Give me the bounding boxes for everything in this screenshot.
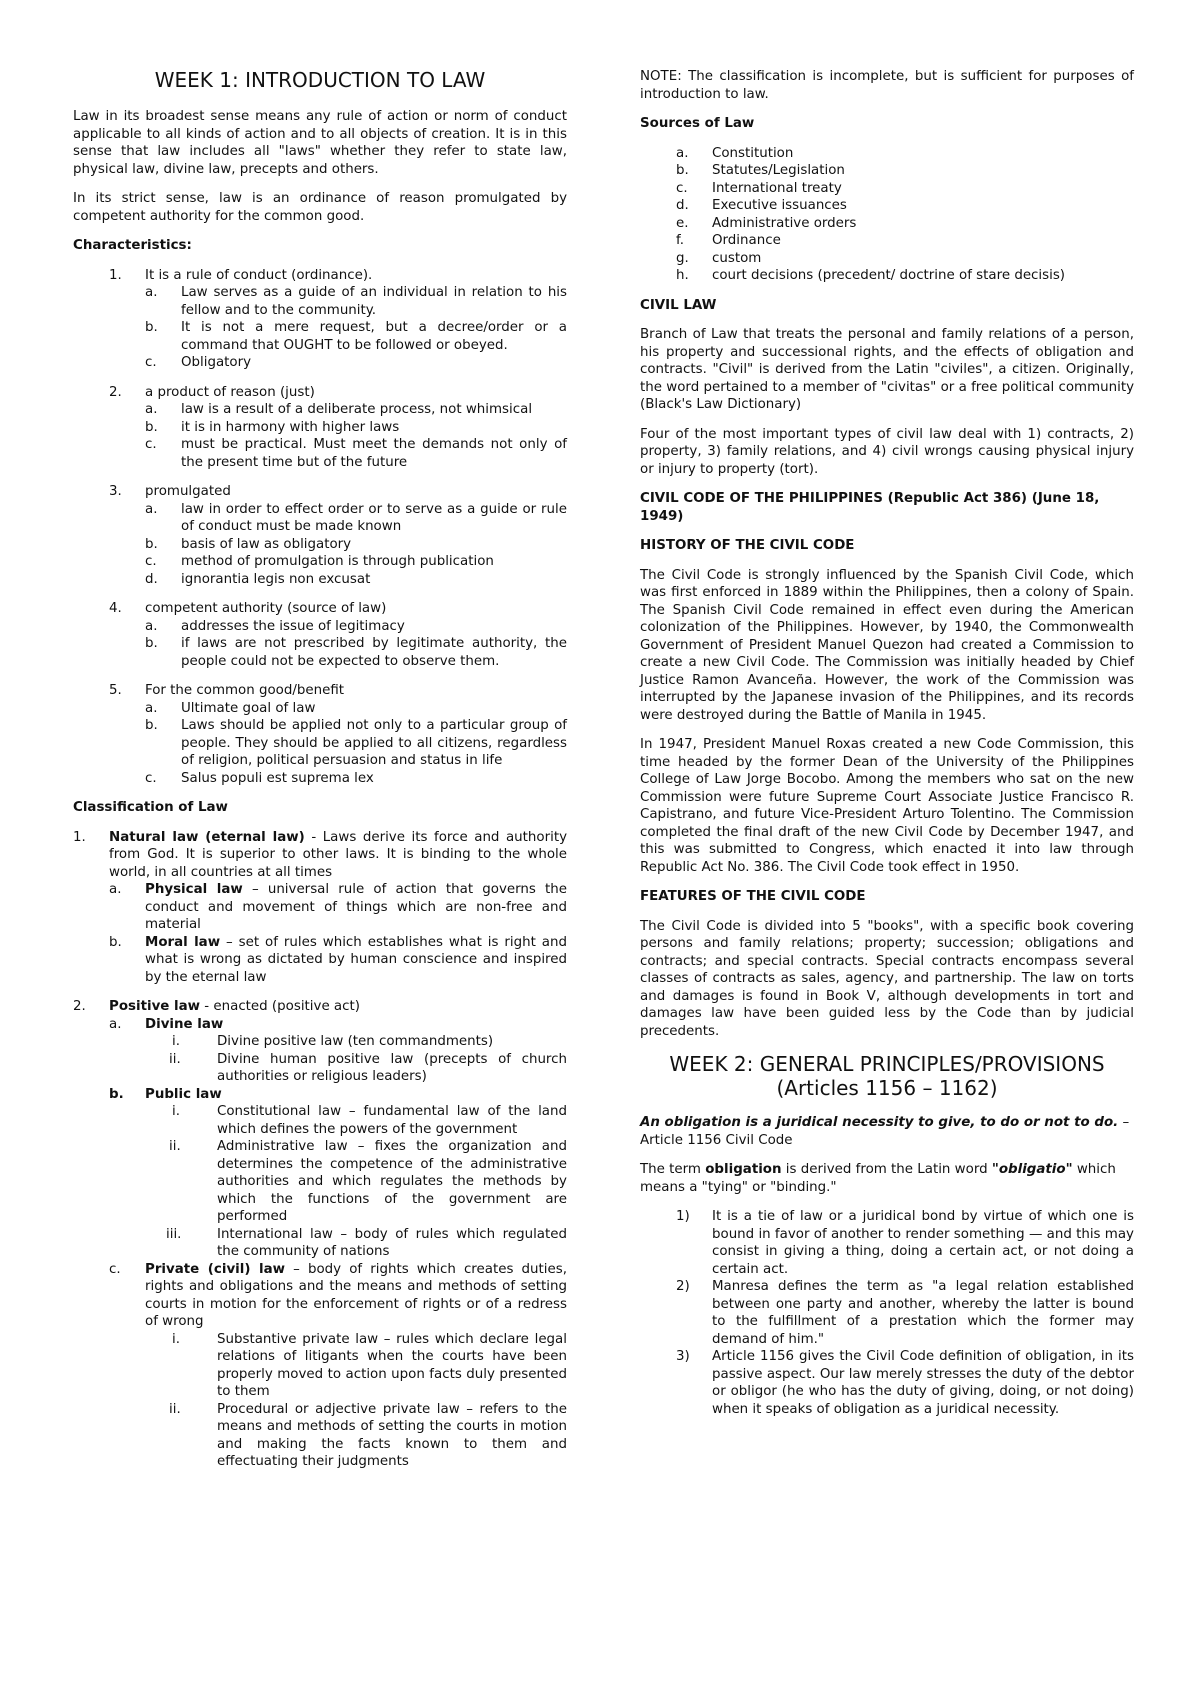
list-marker: 3) [676, 1349, 690, 1364]
characteristic-item [73, 682, 567, 700]
list-text: Ultimate goal of law [181, 700, 316, 716]
natural-law-item [73, 829, 567, 882]
list-text: Salus populi est suprema lex [181, 770, 374, 786]
sub-item [73, 319, 567, 354]
list-marker: iii. [166, 1226, 182, 1242]
public-law-label: Public law [145, 1086, 222, 1102]
private-law-text: – body of rights which creates duties, rights and obligations and the means and methods of setting courts in motion for the enforcement of rights or of a redress of wrong [145, 1261, 567, 1329]
list-marker: 2. [109, 384, 122, 400]
sub-sub-item [73, 1051, 567, 1086]
sub-item [73, 436, 567, 471]
term-text: which means a "tying" or "binding." [640, 1162, 1116, 1195]
sub-item [73, 501, 567, 536]
physical-law-label: Physical law [145, 882, 243, 897]
list-marker: i. [172, 1034, 180, 1049]
sub-item [73, 536, 567, 554]
private-law-item [73, 1261, 567, 1331]
list-marker: a. [145, 618, 158, 634]
list-marker: 1. [109, 267, 122, 283]
sub-sub-item [73, 1401, 567, 1471]
classification-heading: Classification of Law [73, 800, 228, 815]
list-marker: a. [145, 700, 158, 716]
list-marker: b. [145, 320, 158, 335]
obligation-definition [640, 1114, 1134, 1149]
list-text: Administrative law – fixes the organization and determines the competence of the administrative authorities and which regulates the methods by which the functions of the government are performed [217, 1139, 567, 1224]
list-marker: b. [109, 934, 122, 950]
list-marker: 1. [73, 829, 86, 845]
list-marker: b. [145, 636, 158, 651]
civil-law-heading: CIVIL LAW [640, 297, 717, 313]
sub-item [73, 571, 567, 589]
positive-law-label: Positive law [109, 999, 201, 1014]
definition-source: – Article 1156 Civil Code [640, 1115, 1130, 1148]
list-text: Constitution [712, 145, 794, 161]
list-marker: i. [172, 1104, 180, 1119]
list-text: it is in harmony with higher laws [181, 419, 400, 435]
sub-sub-item [73, 1138, 567, 1226]
list-text: custom [712, 250, 762, 266]
sub-item [73, 618, 567, 636]
list-marker: c. [109, 1261, 121, 1277]
list-text: It is a rule of conduct (ordinance). [145, 267, 373, 283]
characteristic-item [73, 600, 567, 618]
list-marker: b. [145, 419, 158, 435]
definition-bold: An obligation is a juridical necessity to give, to do or not to do. [640, 1115, 1119, 1130]
obligation-point [640, 1208, 1134, 1278]
list-text: International law – body of rules which regulated the community of nations [217, 1226, 567, 1259]
list-marker: f. [676, 233, 684, 248]
sub-item [73, 401, 567, 419]
sub-sub-item [73, 1103, 567, 1138]
list-marker: a. [109, 882, 122, 897]
list-item [640, 215, 1134, 233]
list-text: Administrative orders [712, 215, 857, 231]
obligation-point [640, 1278, 1134, 1348]
term-latin: "obligatio" [991, 1162, 1073, 1177]
list-item [640, 250, 1134, 268]
term-bold: obligation [705, 1162, 782, 1177]
moral-law-text: – set of rules which establishes what is right and what is wrong as dictated by human conscience and inspired by the eternal law [145, 934, 567, 985]
list-marker: ii. [169, 1051, 181, 1067]
right-column [640, 68, 1134, 1418]
list-item [640, 267, 1134, 285]
private-law-label: Private (civil) law [145, 1261, 285, 1277]
list-item [640, 197, 1134, 215]
intro-paragraph-2: In its strict sense, law is an ordinance of reason promulgated by competent authority for the common good. [73, 191, 567, 224]
list-text: Statutes/Legislation [712, 163, 845, 178]
list-marker: b. [145, 718, 158, 733]
list-marker: a. [676, 145, 689, 161]
list-marker: a. [109, 1016, 122, 1032]
list-text: promulgated [145, 484, 231, 499]
features-paragraph: The Civil Code is divided into 5 "books", with a specific book covering persons and family relations; property; succession; obligations and contracts; and special contracts. Special contracts encompass several classes of contracts as sales, agency, and partnership. The law on torts and damages is found in Book V, although developments in tort and damages law have been guided less by the Code than by judicial precedents. [640, 918, 1134, 1039]
sub-item [73, 635, 567, 670]
week1-title: WEEK 1: INTRODUCTION TO LAW [154, 68, 486, 92]
divine-law-item [73, 1016, 567, 1034]
week2-title-line-2: (Articles 1156 – 1162) [776, 1076, 998, 1100]
list-text: ignorantia legis non excusat [181, 571, 371, 587]
list-text: Constitutional law – fundamental law of the land which defines the powers of the government [217, 1104, 567, 1137]
physical-law-text: – universal rule of action that governs the conduct and movement of things which are non-free and material [145, 882, 567, 932]
list-item [640, 180, 1134, 198]
list-marker: 2) [676, 1279, 690, 1294]
sub-item [73, 934, 567, 987]
list-marker: b. [676, 163, 689, 178]
sub-item [73, 770, 567, 788]
week2-title-line-1: WEEK 2: GENERAL PRINCIPLES/PROVISIONS [669, 1052, 1105, 1076]
positive-law-text: - enacted (positive act) [200, 999, 360, 1014]
list-marker: c. [145, 554, 157, 569]
list-text: Law serves as a guide of an individual in relation to his fellow and to the community. [181, 285, 567, 318]
list-text: must be practical. Must meet the demands not only of the present time but of the future [181, 437, 567, 470]
history-paragraph-1: The Civil Code is strongly influenced by the Spanish Civil Code, which was first enforced in 1889 within the Philippines, then a colony of Spain. The Spanish Civil Code remained in effect even during the American colonization of the Philippines. However, by 1940, the Commonwealth Government of President Manuel Quezon had created a Commission to create a new Civil Code. The Commission was initially headed by Chief Justice Ramon Avanceña. However, the work of the Commission was interrupted by the Japanese invasion of the Philippines, and its records were destroyed during the Battle of Manila in 1945. [640, 567, 1134, 723]
natural-law-text: - Laws derive its force and authority from God. It is superior to other laws. It is binding to the whole world, in all countries at all times [109, 829, 567, 880]
list-marker: c. [145, 437, 157, 452]
sub-sub-item [73, 1226, 567, 1261]
list-marker: b. [109, 1086, 124, 1102]
sub-sub-item [73, 1033, 567, 1051]
list-item [640, 162, 1134, 180]
civil-law-paragraph-2: Four of the most important types of civil law deal with 1) contracts, 2) property, 3) family relations, and 4) civil wrongs causing physical injury or injury to property (tort). [640, 426, 1134, 477]
public-law-item [73, 1086, 567, 1104]
list-marker: a. [145, 285, 158, 300]
sources-heading: Sources of Law [640, 116, 755, 131]
sub-item [73, 553, 567, 571]
civil-code-heading: CIVIL CODE OF THE PHILIPPINES (Republic Act 386) (June 18, 1949) [640, 491, 1100, 524]
list-text: Divine human positive law (precepts of church authorities or religious leaders) [217, 1051, 567, 1084]
list-marker: 3. [109, 484, 122, 499]
list-marker: b. [145, 536, 158, 552]
sources-list [640, 145, 1134, 285]
sub-item [73, 284, 567, 319]
list-text: Laws should be applied not only to a particular group of people. They should be applied to all citizens, regardless of religion, political persuasion and status in life [181, 718, 567, 768]
list-text: court decisions (precedent/ doctrine of stare decisis) [712, 268, 1066, 283]
list-text: Procedural or adjective private law – refers to the means and methods of setting the courts in motion and making the facts known to them and effectuating their judgments [217, 1401, 567, 1469]
list-text: competent authority (source of law) [145, 601, 387, 616]
list-text: Article 1156 gives the Civil Code definition of obligation, in its passive aspect. Our law merely stresses the duty of the debtor or obligor (he who has the duty of giving, doing, or not doing) when it speaks of obligation as a juridical necessity. [712, 1349, 1134, 1417]
features-heading: FEATURES OF THE CIVIL CODE [640, 889, 866, 904]
positive-law-item [73, 998, 567, 1016]
list-text: Manresa defines the term as "a legal relation established between one party and another, whereby the latter is bound to the fulfillment of a prestation which the former may demand of him." [712, 1279, 1134, 1347]
left-column [73, 68, 567, 1471]
list-marker: a. [145, 402, 158, 417]
list-text: It is not a mere request, but a decree/order or a command that OUGHT to be followed or obeyed. [181, 320, 567, 353]
list-marker: 1) [676, 1209, 690, 1224]
list-text: For the common good/benefit [145, 683, 345, 698]
list-marker: 5. [109, 683, 122, 698]
list-marker: ii. [169, 1401, 181, 1417]
list-marker: ii. [169, 1139, 181, 1154]
characteristic-item [73, 384, 567, 402]
list-marker: d. [145, 571, 158, 587]
list-text: Ordinance [712, 233, 781, 248]
list-text: a product of reason (just) [145, 384, 315, 400]
term-text: is derived from the Latin word [781, 1162, 992, 1177]
obligation-point [640, 1348, 1134, 1418]
list-marker: g. [676, 250, 689, 266]
sub-item [73, 717, 567, 770]
divine-law-label: Divine law [145, 1016, 224, 1032]
list-marker: a. [145, 501, 158, 517]
sub-item [73, 419, 567, 437]
sub-item [73, 354, 567, 372]
list-text: Executive issuances [712, 198, 847, 213]
civil-law-paragraph-1: Branch of Law that treats the personal and family relations of a person, his property and successional rights, and the effects of obligation and contracts. "Civil" is derived from the Latin "civiles", a citizen. Originally, the word pertained to a member of "civitas" or a free political community (Black's Law Dictionary) [640, 327, 1134, 412]
characteristic-item [73, 267, 567, 285]
list-text: Obligatory [181, 355, 252, 370]
list-text: Divine positive law (ten commandments) [217, 1034, 494, 1049]
list-marker: c. [145, 355, 157, 370]
list-item [640, 232, 1134, 250]
list-text: addresses the issue of legitimacy [181, 618, 405, 634]
history-heading: HISTORY OF THE CIVIL CODE [640, 538, 855, 553]
list-marker: e. [676, 215, 689, 231]
classification-note: NOTE: The classification is incomplete, but is sufficient for purposes of introduction to law. [640, 69, 1134, 102]
list-marker: h. [676, 268, 689, 283]
obligation-term [640, 1161, 1134, 1196]
list-text: It is a tie of law or a juridical bond by virtue of which one is bound in favor of another to render something — and this may consist in giving a thing, doing a certain act, or not doing a certain act. [712, 1209, 1134, 1277]
week2-title [640, 1052, 1134, 1100]
list-text: basis of law as obligatory [181, 536, 352, 552]
list-marker: i. [172, 1331, 180, 1347]
sub-item [73, 700, 567, 718]
list-marker: d. [676, 198, 689, 213]
list-text: International treaty [712, 180, 842, 196]
characteristic-item [73, 483, 567, 501]
list-text: Substantive private law – rules which declare legal relations of litigants when the courts have been properly moved to action upon facts duly presented to them [217, 1331, 567, 1399]
natural-law-label: Natural law (eternal law) [109, 829, 305, 845]
sub-item [73, 881, 567, 934]
moral-law-label: Moral law [145, 934, 221, 950]
list-marker: 2. [73, 999, 86, 1014]
list-marker: 4. [109, 601, 122, 616]
term-text: The term [640, 1162, 706, 1177]
intro-paragraph-1: Law in its broadest sense means any rule of action or norm of conduct applicable to all kinds of action and to all objects of creation. It is in this sense that law includes all "laws" whether they refer to state law, physical law, divine law, precepts and others. [73, 109, 567, 177]
list-item [640, 145, 1134, 163]
history-paragraph-2: In 1947, President Manuel Roxas created a new Code Commission, this time headed by the former Dean of the University of the Philippines College of Law Jorge Bocobo. Among the members who sat on the new Commission were future Supreme Court Associate Justice Francisco R. Capistrano, and future Vice-President Arturo Tolentino. The Commission completed the final draft of the new Civil Code by December 1947, and this was submitted to Congress, which enacted it into law through Republic Act No. 386. The Civil Code took effect in 1950. [640, 737, 1134, 875]
list-text: law is a result of a deliberate process, not whimsical [181, 402, 533, 417]
sub-sub-item [73, 1331, 567, 1401]
list-text: if laws are not prescribed by legitimate authority, the people could not be expected to observe them. [181, 636, 567, 669]
list-marker: c. [676, 180, 688, 196]
list-marker: c. [145, 770, 157, 786]
characteristics-heading: Characteristics: [73, 238, 192, 253]
list-text: method of promulgation is through publication [181, 554, 494, 569]
list-text: law in order to effect order or to serve as a guide or rule of conduct must be made known [181, 501, 567, 534]
